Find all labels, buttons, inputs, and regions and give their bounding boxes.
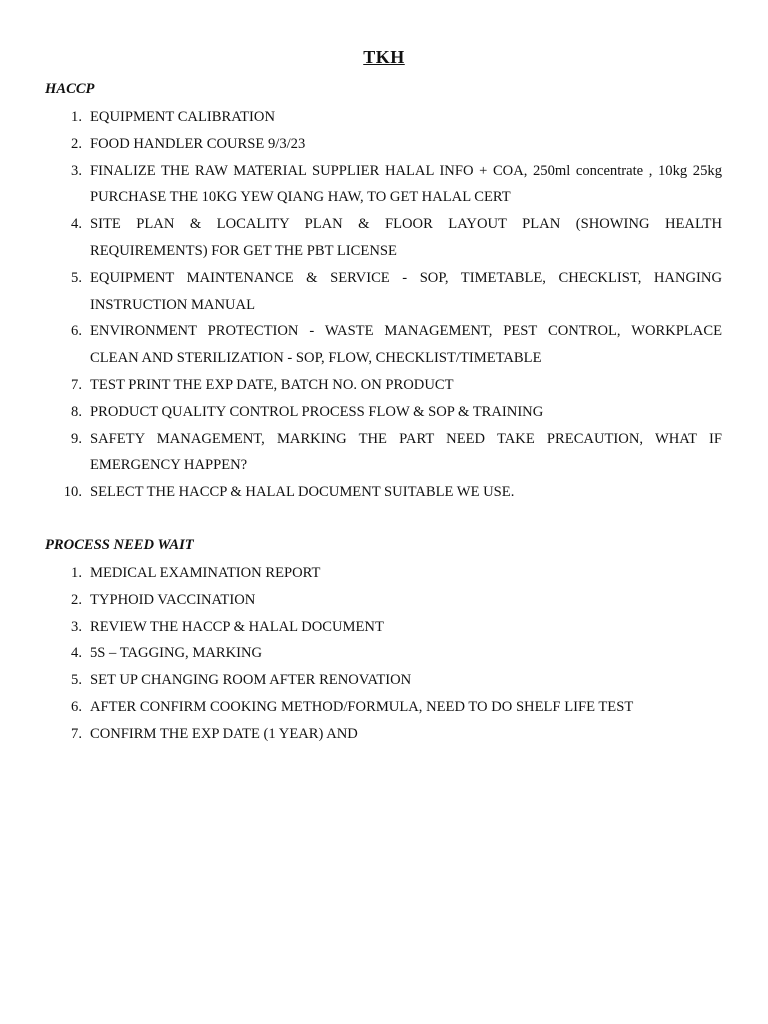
list-item <box>0 211 768 265</box>
list-item <box>0 131 768 158</box>
list-item-number: 3. <box>71 618 82 635</box>
list-item <box>0 614 768 641</box>
list-item-number: 1. <box>71 109 82 125</box>
list-item <box>0 560 768 587</box>
list-item <box>0 587 768 614</box>
list-item-number: 7. <box>71 376 82 393</box>
list-item-number: 6. <box>71 323 82 340</box>
list-item-text: PRODUCT QUALITY CONTROL PROCESS FLOW & SOP & TRAINING <box>90 403 544 420</box>
list-item-text: 5S – TAGGING, MARKING <box>90 645 263 662</box>
list-item-number: 4. <box>71 216 82 233</box>
list-item <box>0 721 768 748</box>
list-item-number: 9. <box>71 430 82 447</box>
list-item-number: 2. <box>71 591 82 608</box>
haccp-list <box>0 104 768 506</box>
list-item-text: REVIEW THE HACCP & HALAL DOCUMENT <box>90 618 384 635</box>
list-item-text: SET UP CHANGING ROOM AFTER RENOVATION <box>90 672 412 689</box>
list-item <box>0 104 768 131</box>
list-item-text: ENVIRONMENT PROTECTION - WASTE MANAGEMENT, PEST CONTROL, WORKPLACE CLEAN AND STERILIZATION - SOP, FLOW, CHECKLIST/TIMETABLE <box>90 323 722 367</box>
list-item-number: 5. <box>71 269 82 286</box>
list-item-text: FINALIZE THE RAW MATERIAL SUPPLIER HALAL INFO + COA, 250ml concentrate , 10kg 25kg PURCHASE THE 10KG YEW QIANG HAW, TO GET HALAL CERT <box>90 162 722 206</box>
list-item-text: AFTER CONFIRM COOKING METHOD/FORMULA, NEED TO DO SHELF LIFE TEST <box>90 698 634 715</box>
list-item-number: 7. <box>71 725 82 742</box>
list-item-number: 1. <box>71 565 82 581</box>
list-item <box>0 667 768 694</box>
list-item-text: SITE PLAN & LOCALITY PLAN & FLOOR LAYOUT PLAN (SHOWING HEALTH REQUIREMENTS) FOR GET THE PBT LICENSE <box>90 216 722 259</box>
list-item <box>0 318 768 372</box>
section-heading-process-need-wait: PROCESS NEED WAIT <box>45 537 194 553</box>
list-item-number: 4. <box>71 645 82 662</box>
list-item-text: SAFETY MANAGEMENT, MARKING THE PART NEED TAKE PRECAUTION, WHAT IF EMERGENCY HAPPEN? <box>90 430 722 474</box>
list-item-number: 5. <box>71 672 82 689</box>
list-item-number: 6. <box>71 698 82 715</box>
list-item-number: 2. <box>71 135 82 152</box>
process-need-wait-list <box>0 560 768 748</box>
list-item-number: 3. <box>71 162 82 179</box>
list-item-text: TYPHOID VACCINATION <box>90 591 256 608</box>
list-item-text: TEST PRINT THE EXP DATE, BATCH NO. ON PRODUCT <box>90 376 454 393</box>
list-item <box>0 640 768 667</box>
list-item-text: FOOD HANDLER COURSE 9/3/23 <box>90 135 306 152</box>
list-item-text: CONFIRM THE EXP DATE (1 YEAR) AND <box>90 725 358 742</box>
list-item <box>0 426 768 480</box>
page-title: TKH <box>363 47 405 67</box>
list-item <box>0 372 768 399</box>
list-item <box>0 158 768 212</box>
list-item-text: EQUIPMENT CALIBRATION <box>90 109 275 125</box>
list-item <box>0 479 768 506</box>
section-heading-haccp: HACCP <box>45 81 95 97</box>
list-item-text: MEDICAL EXAMINATION REPORT <box>90 565 321 581</box>
list-item-number: 10. <box>63 484 82 501</box>
list-item-text: EQUIPMENT MAINTENANCE & SERVICE - SOP, TIMETABLE, CHECKLIST, HANGING INSTRUCTION MANUAL <box>90 269 722 313</box>
list-item <box>0 694 768 721</box>
list-item <box>0 399 768 426</box>
list-item-number: 8. <box>71 403 82 420</box>
list-item <box>0 265 768 319</box>
list-item-text: SELECT THE HACCP & HALAL DOCUMENT SUITABLE WE USE. <box>90 484 515 501</box>
